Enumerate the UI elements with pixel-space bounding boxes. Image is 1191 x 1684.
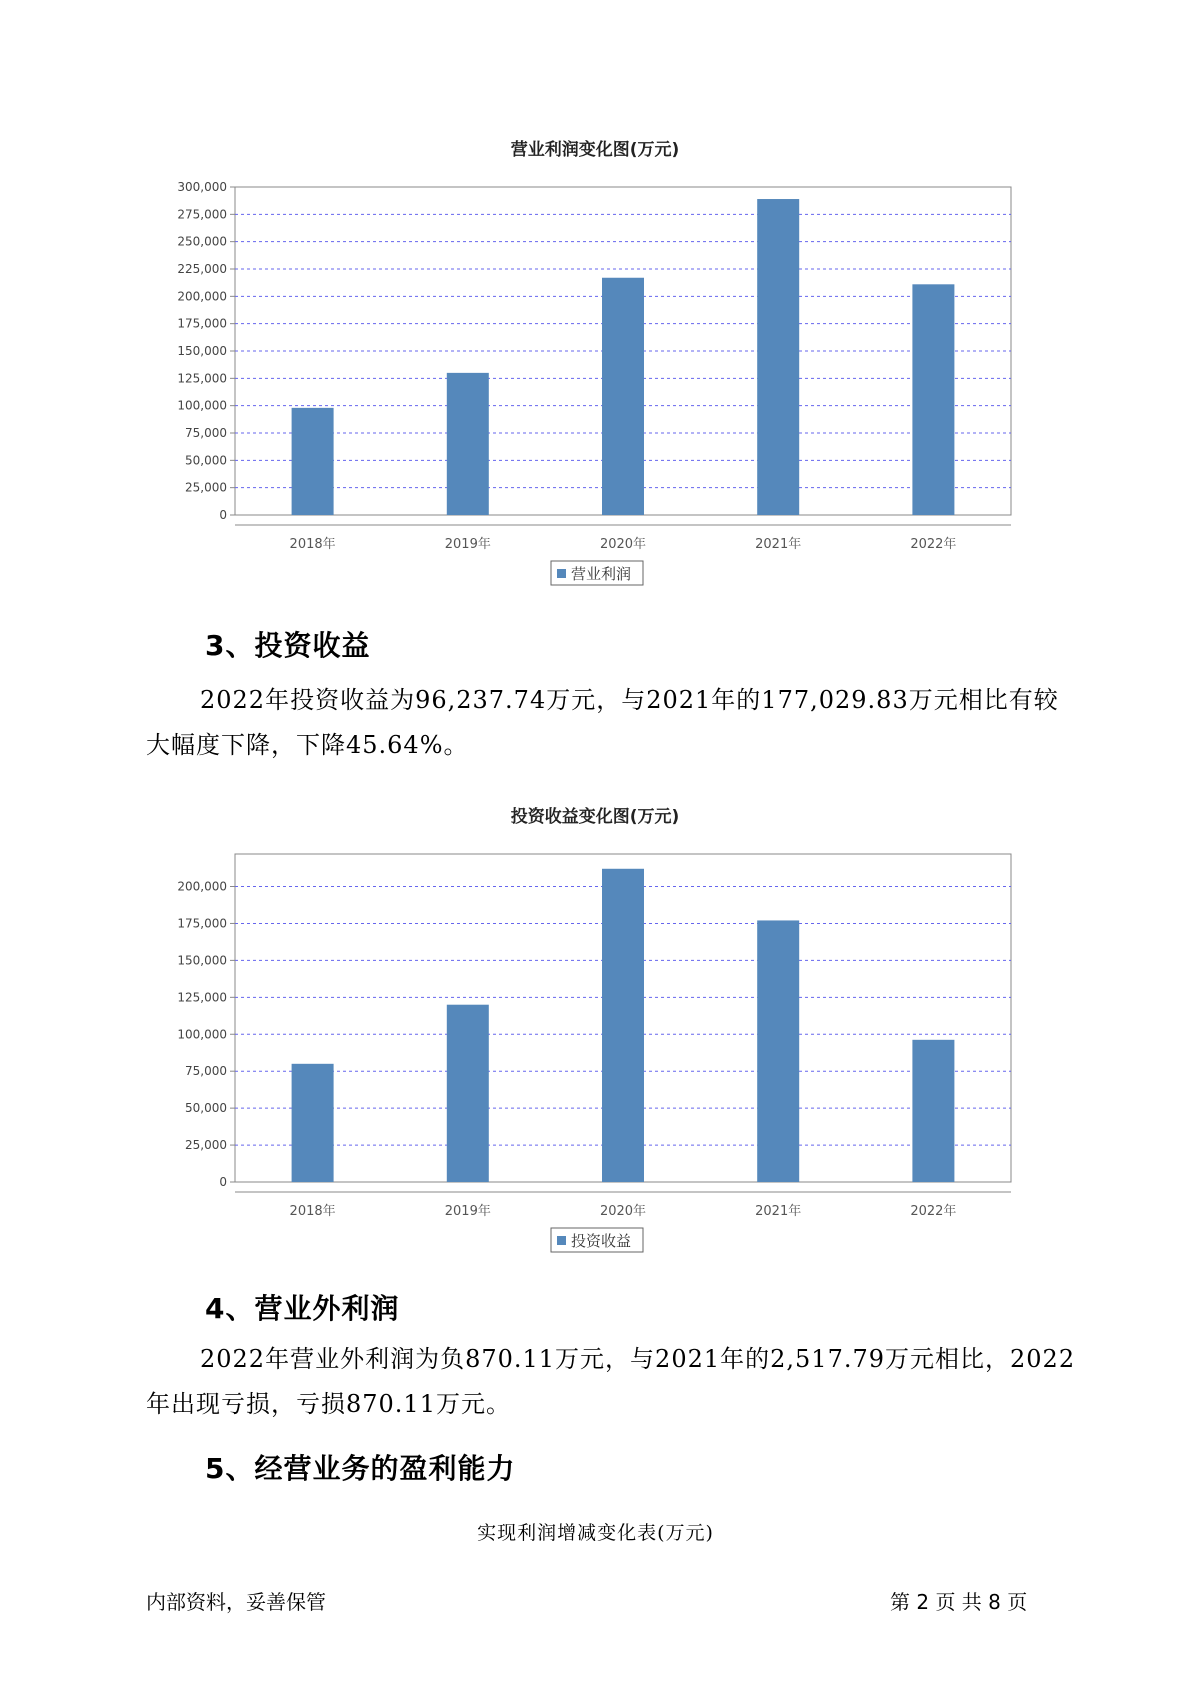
y-tick-label: 50,000 [185, 453, 227, 468]
footer-page-number: 第 2 页 共 8 页 [890, 1590, 1028, 1614]
bar [292, 408, 334, 515]
y-tick-label: 300,000 [177, 180, 227, 194]
x-tick-label: 2020年 [599, 537, 647, 552]
x-tick-label: 2021年 [755, 1204, 802, 1219]
bar [602, 869, 644, 1182]
y-tick-label: 0 [219, 508, 227, 522]
legend-label: 营业利润 [571, 565, 632, 583]
y-tick-label: 125,000 [177, 990, 227, 1005]
bar [912, 284, 954, 515]
bar [757, 199, 799, 515]
y-tick-label: 25,000 [185, 480, 227, 495]
legend-swatch [557, 569, 566, 578]
y-tick-label: 75,000 [185, 1064, 227, 1079]
y-tick-label: 0 [219, 1175, 227, 1189]
investment-income-chart [0, 792, 1191, 1262]
y-tick-label: 175,000 [177, 316, 227, 331]
bar [292, 1064, 334, 1182]
chart-title: 营业利润变化图(万元) [510, 140, 680, 160]
y-tick-label: 200,000 [177, 289, 227, 304]
x-tick-label: 2022年 [910, 1204, 957, 1219]
bar [447, 1005, 489, 1182]
x-tick-label: 2019年 [444, 537, 491, 552]
y-tick-label: 225,000 [177, 262, 227, 276]
y-tick-label: 250,000 [177, 234, 227, 249]
legend-label: 投资收益 [571, 1232, 632, 1250]
operating-profit-chart-svg [0, 125, 1191, 595]
y-tick-label: 125,000 [177, 371, 227, 386]
footer-confidential-note: 内部资料，妥善保管 [146, 1590, 326, 1614]
x-tick-label: 2022年 [910, 537, 957, 552]
x-tick-label: 2018年 [289, 1204, 336, 1219]
section3-paragraph-text: 2022年投资收益为96,237.74万元，与2021年的177,029.83万元相比有较大幅度下降，下降45.64%。 [146, 686, 1059, 759]
bar [447, 373, 489, 515]
y-tick-label: 200,000 [177, 879, 227, 894]
y-tick-label: 175,000 [177, 916, 227, 931]
bar [757, 920, 799, 1182]
section4-heading: 4、营业外利润 [205, 1292, 400, 1325]
section4-paragraph [146, 1337, 1076, 1427]
section3-paragraph [146, 678, 1076, 768]
section4-paragraph-text: 2022年营业外利润为负870.11万元，与2021年的2,517.79万元相比，2022年出现亏损，亏损870.11万元。 [146, 1345, 1076, 1418]
investment-income-chart-svg [0, 792, 1191, 1262]
table-caption: 实现利润增减变化表(万元) [477, 1522, 714, 1544]
y-tick-label: 100,000 [177, 1027, 227, 1042]
y-tick-label: 150,000 [177, 953, 227, 968]
y-tick-label: 150,000 [177, 344, 227, 358]
bar [602, 278, 644, 515]
y-tick-label: 75,000 [185, 426, 227, 440]
x-tick-label: 2019年 [444, 1204, 491, 1219]
section5-heading: 5、经营业务的盈利能力 [205, 1452, 516, 1485]
y-tick-label: 100,000 [177, 398, 227, 413]
y-tick-label: 275,000 [177, 207, 227, 222]
section3-heading: 3、投资收益 [205, 629, 371, 662]
operating-profit-chart [0, 125, 1191, 595]
x-tick-label: 2021年 [755, 537, 802, 552]
chart-title: 投资收益变化图(万元) [510, 807, 680, 827]
y-tick-label: 50,000 [185, 1101, 227, 1116]
y-tick-label: 25,000 [185, 1138, 227, 1153]
legend-swatch [557, 1236, 566, 1245]
x-tick-label: 2020年 [599, 1204, 647, 1219]
bar [912, 1040, 954, 1182]
x-tick-label: 2018年 [289, 537, 336, 552]
